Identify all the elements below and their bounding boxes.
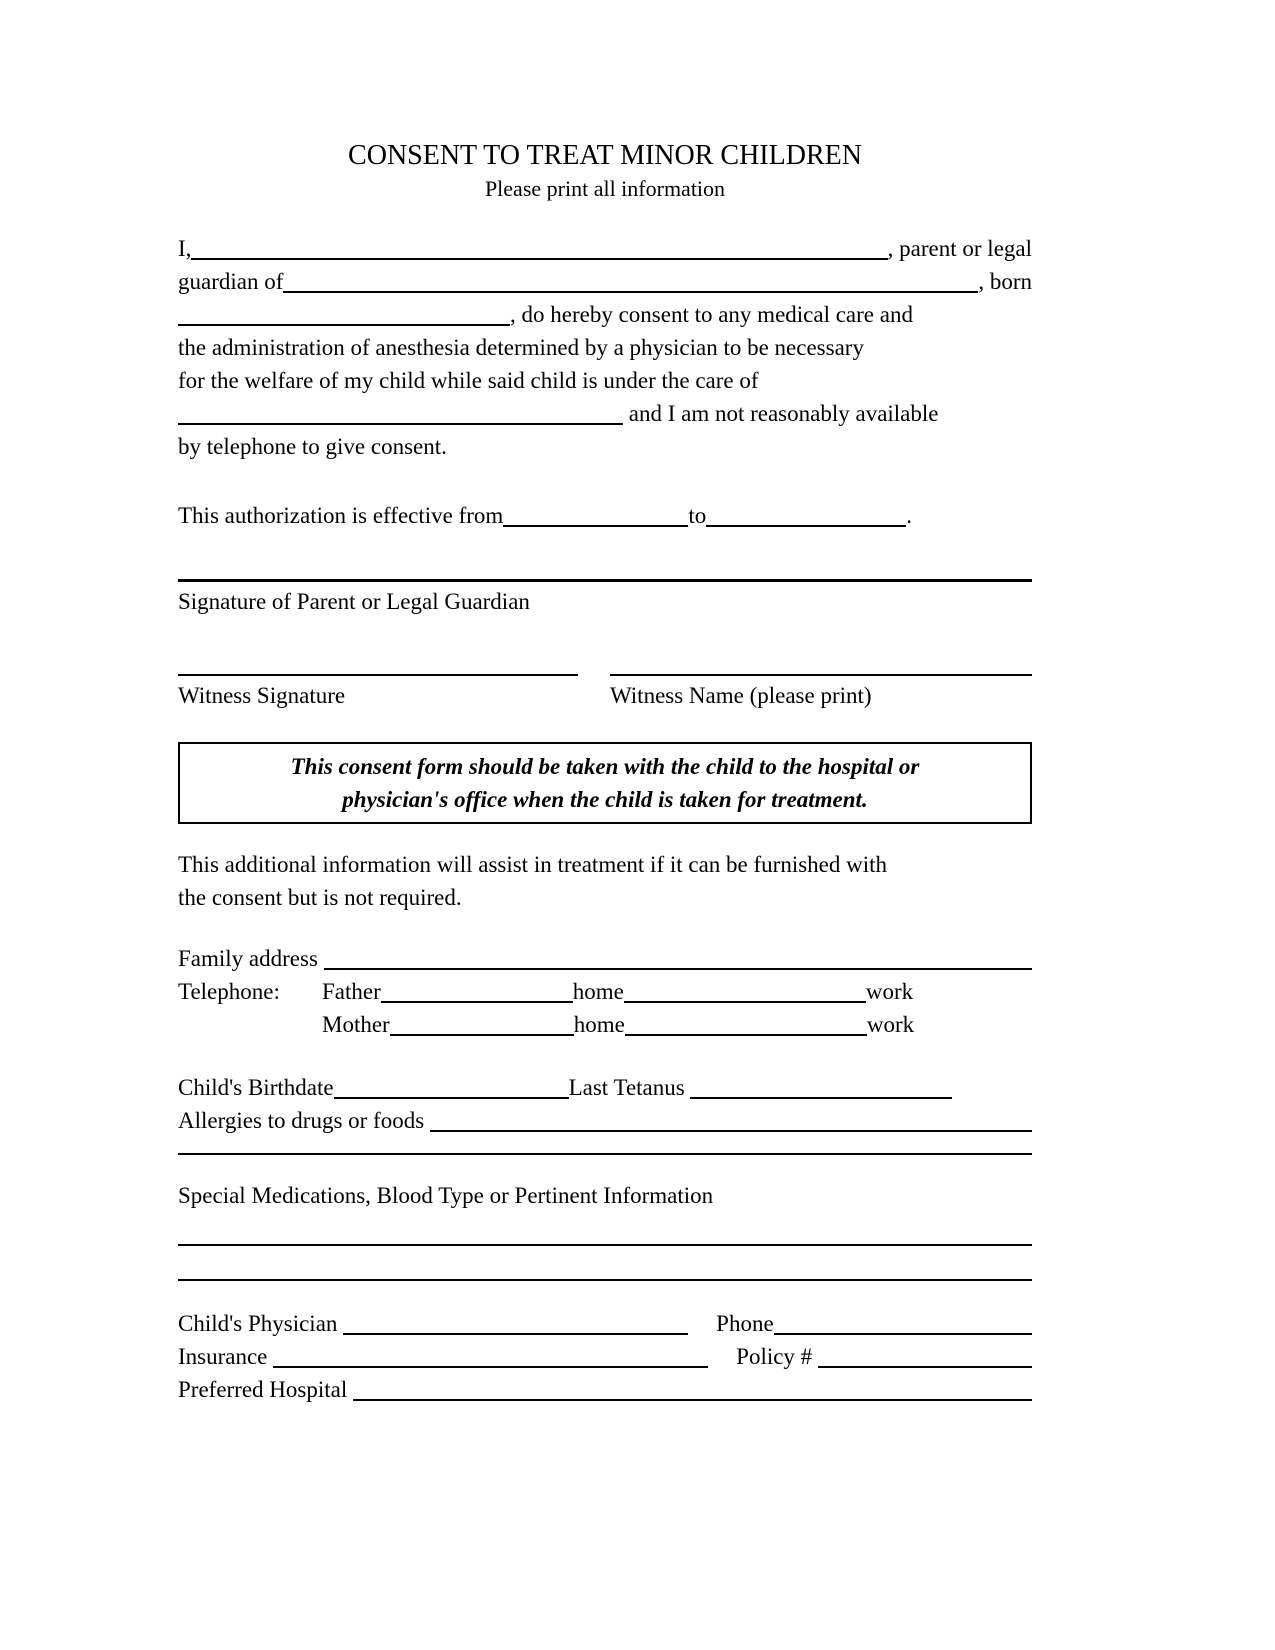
spacer [178,1008,322,1041]
form-row [178,298,1032,331]
page-title: CONSENT TO TREAT MINOR CHILDREN [348,140,862,171]
insurance-label: Insurance [178,1344,274,1369]
form-row [178,232,1032,265]
child-physician-field[interactable] [343,1307,688,1335]
allergies-field[interactable] [430,1104,1032,1132]
witness-signature-block [178,674,578,712]
witness-name-label: Witness Name (please print) [610,683,872,708]
witness-name-block [610,674,1032,712]
child-birthdate-field[interactable] [334,1071,569,1099]
birthdate-label: Child's Birthdate [178,1075,334,1100]
witness-signature-label: Witness Signature [178,683,346,708]
mother-home-phone-field[interactable] [625,1008,867,1036]
phone-field[interactable] [774,1307,1032,1335]
consent-line1-pre: I, [178,236,192,261]
policy-label: Policy # [736,1344,818,1369]
notice-line2: physician's office when the child is taken for treatment. [342,787,868,812]
consent-line6-post: and I am not reasonably available [623,401,939,426]
physician-label: Child's Physician [178,1311,344,1336]
allergies-label: Allergies to drugs or foods [178,1108,430,1133]
allergies-continuation-field[interactable] [178,1137,1032,1155]
hospital-row [178,1373,1032,1406]
notice-box [178,742,1032,824]
last-tetanus-label: Last Tetanus [568,1075,691,1100]
family-address-label: Family address [178,946,324,971]
intro-line1: This additional information will assist in treatment if it can be furnished with [178,852,888,877]
family-address-field[interactable] [324,942,1032,970]
policy-number-field[interactable] [818,1340,1032,1368]
father-home-phone-field[interactable] [624,975,866,1003]
notice-line1: This consent form should be taken with the child to the hospital or [290,754,920,779]
telephone-label: Telephone: [178,979,280,1004]
preferred-hospital-field[interactable] [353,1373,1032,1401]
form-content [178,138,1032,1406]
child-birthdate-blank-field[interactable] [178,298,510,326]
additional-info-intro [178,848,1032,914]
special-medications-label: Special Medications, Blood Type or Pertinent Information [178,1183,714,1208]
special-medications-field-2[interactable] [178,1246,1032,1281]
mother-label: Mother [322,1012,390,1037]
father-phone-field[interactable] [381,975,573,1003]
authorization-pre: This authorization is effective from [178,503,504,528]
hospital-label: Preferred Hospital [178,1377,353,1402]
telephone-mother-row [178,1008,1032,1041]
authorization-period: . [906,503,912,528]
home-label: home [572,979,624,1004]
mother-phone-field[interactable] [390,1008,574,1036]
work-label: work [866,1012,915,1037]
parent-signature-label: Signature of Parent or Legal Guardian [178,589,530,614]
consent-line1-post: , parent or legal [887,236,1032,261]
consent-line3-post: , do hereby consent to any medical care and [510,302,913,327]
intro-line2: the consent but is not required. [178,885,462,910]
family-address-row [178,942,1032,975]
spacer [688,1307,716,1340]
consent-line5: for the welfare of my child while said child is under the care of [178,368,759,393]
witness-section [178,674,1032,712]
parent-name-field[interactable] [191,232,887,260]
consent-line4: the administration of anesthesia determined by a physician to be necessary [178,335,864,360]
form-row [178,397,1032,430]
consent-paragraph [178,232,1032,463]
child-name-field[interactable] [283,265,978,293]
effective-from-field[interactable] [503,499,688,527]
effective-to-field[interactable] [706,499,906,527]
parent-signature-section [178,579,1032,618]
insurance-row [178,1340,1032,1373]
allergies-row [178,1104,1032,1137]
home-label: home [573,1012,625,1037]
last-tetanus-field[interactable] [690,1071,952,1099]
consent-line2-pre: guardian of [178,269,284,294]
consent-line2-post: , born [978,269,1032,294]
telephone-father-row [178,975,1032,1008]
caregiver-name-field[interactable] [178,397,623,425]
authorization-row [178,499,1032,532]
insurance-field[interactable] [273,1340,708,1368]
authorization-to: to [688,503,707,528]
consent-line7: by telephone to give consent. [178,434,447,459]
page-subtitle: Please print all information [484,176,726,201]
birthdate-row [178,1071,1032,1104]
father-label: Father [322,979,381,1004]
physician-row [178,1307,1032,1340]
phone-label: Phone [716,1311,774,1336]
spacer [708,1340,736,1373]
form-row [178,265,1032,298]
work-label: work [865,979,914,1004]
special-medications-field-1[interactable] [178,1212,1032,1246]
